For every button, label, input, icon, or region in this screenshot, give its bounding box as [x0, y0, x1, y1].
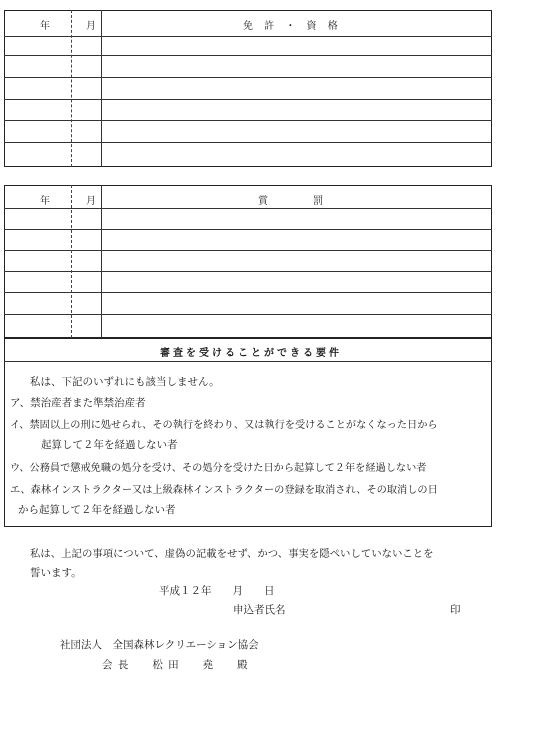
license-header-month: 月: [86, 21, 97, 32]
requirement-item-u: ウ、公務員で懲戒免職の処分を受け、その処分を受けた日から起算して２年を経過しない者: [10, 463, 427, 474]
requirements-intro: 私は、下記のいずれにも該当しません。: [30, 376, 220, 388]
requirements-title: 審査を受けることができる要件: [160, 348, 342, 359]
requirement-item-a: ア、禁治産者また準禁治産者: [10, 397, 146, 409]
requirement-item-i: イ、禁固以上の刑に処せられ、その執行を終わり、又は執行を受けることがなくなった日から: [10, 420, 438, 431]
requirement-item-e-cont: から起算して２年を経過しない者: [18, 504, 176, 516]
license-header-title: 免 許 ・ 資 格: [243, 21, 342, 32]
reward-header-year: 年: [40, 196, 51, 207]
declaration-line-2: 誓います。: [30, 567, 82, 579]
license-header-year: 年: [40, 21, 51, 32]
addressee-title-name: 会 長 松 田 堯 殿: [102, 659, 249, 671]
addressee-organization: 社団法人 全国森林レクリエーション協会: [60, 639, 259, 651]
declaration-line-1: 私は、上記の事項について、虚偽の記載をせず、かつ、事実を隠ぺいしていないことを: [30, 548, 434, 560]
declaration-date: 平成１２年 月 日: [159, 585, 275, 597]
reward-header-month: 月: [86, 196, 97, 207]
seal-mark: 印: [450, 604, 461, 616]
applicant-name-label: 申込者氏名: [233, 604, 286, 616]
reward-header-title: 賞 罰: [258, 196, 325, 207]
requirement-item-e: エ、森林インストラクター又は上級森林インストラクターの登録を取消され、その取消しの日: [10, 485, 438, 496]
requirement-item-i-cont: 起算して２年を経過しない者: [41, 439, 178, 451]
